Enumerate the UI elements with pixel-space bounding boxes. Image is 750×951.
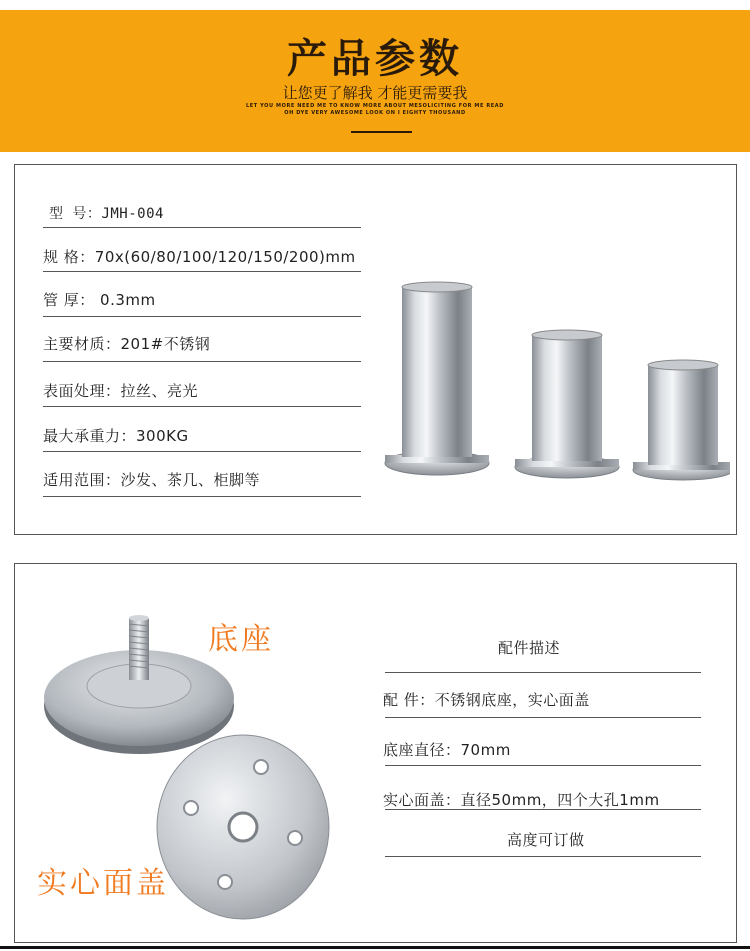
short-leg	[633, 360, 730, 480]
accessory-row-parts: 配 件：不锈钢底座，实心面盖	[383, 691, 590, 709]
accessory-heading: 配件描述	[498, 639, 561, 657]
header-banner	[0, 10, 750, 152]
english-tagline-1: LET YOU MORE NEED ME TO KNOW MORE ABOUT MESOLICITING FOR ME READ	[245, 103, 505, 109]
page-subtitle: 让您更了解我 才能更需要我	[282, 84, 468, 102]
spec-thickness: 管 厚： 0.3mm	[43, 291, 156, 309]
spec-panel	[14, 164, 737, 535]
spec-divider	[43, 316, 361, 317]
accessory-divider	[385, 765, 701, 766]
cap-plate-image	[153, 732, 333, 922]
accessory-divider	[385, 672, 701, 673]
spec-divider	[43, 451, 361, 452]
product-legs-image	[380, 275, 730, 495]
accessory-divider	[385, 809, 701, 810]
spec-material: 主要材质：201#不锈钢	[43, 335, 211, 353]
spec-divider	[43, 496, 361, 497]
accessory-divider	[385, 717, 701, 718]
accessory-row-cap: 实心面盖：直径50mm，四个大孔1mm	[383, 791, 660, 809]
page-title: 产品参数	[287, 36, 463, 82]
accessory-row-base-diameter: 底座直径：70mm	[383, 741, 511, 759]
medium-leg	[515, 330, 619, 478]
spec-load: 最大承重力：300KG	[43, 427, 189, 445]
title-underline	[351, 131, 412, 133]
custom-height-note: 高度可订做	[507, 831, 585, 849]
english-tagline-2: OH DYE VERY AWESOME LOOK ON I EIGHTY THOUSAND	[284, 110, 466, 116]
spec-divider	[43, 271, 361, 272]
accessory-panel	[14, 563, 737, 943]
bottom-border	[0, 946, 750, 949]
spec-usage: 适用范围：沙发、茶几、柜脚等	[43, 471, 261, 489]
spec-divider	[43, 361, 361, 362]
base-label: 底座	[208, 622, 274, 657]
spec-surface: 表面处理：拉丝、亮光	[43, 382, 199, 400]
accessory-divider	[385, 856, 701, 857]
tall-leg	[385, 282, 489, 475]
spec-model: 型 号：JMH-004	[49, 206, 164, 222]
spec-divider	[43, 227, 361, 228]
spec-size: 规 格：70x(60/80/100/120/150/200)mm	[43, 248, 356, 266]
spec-divider	[43, 406, 361, 407]
cap-label: 实心面盖	[37, 866, 169, 901]
